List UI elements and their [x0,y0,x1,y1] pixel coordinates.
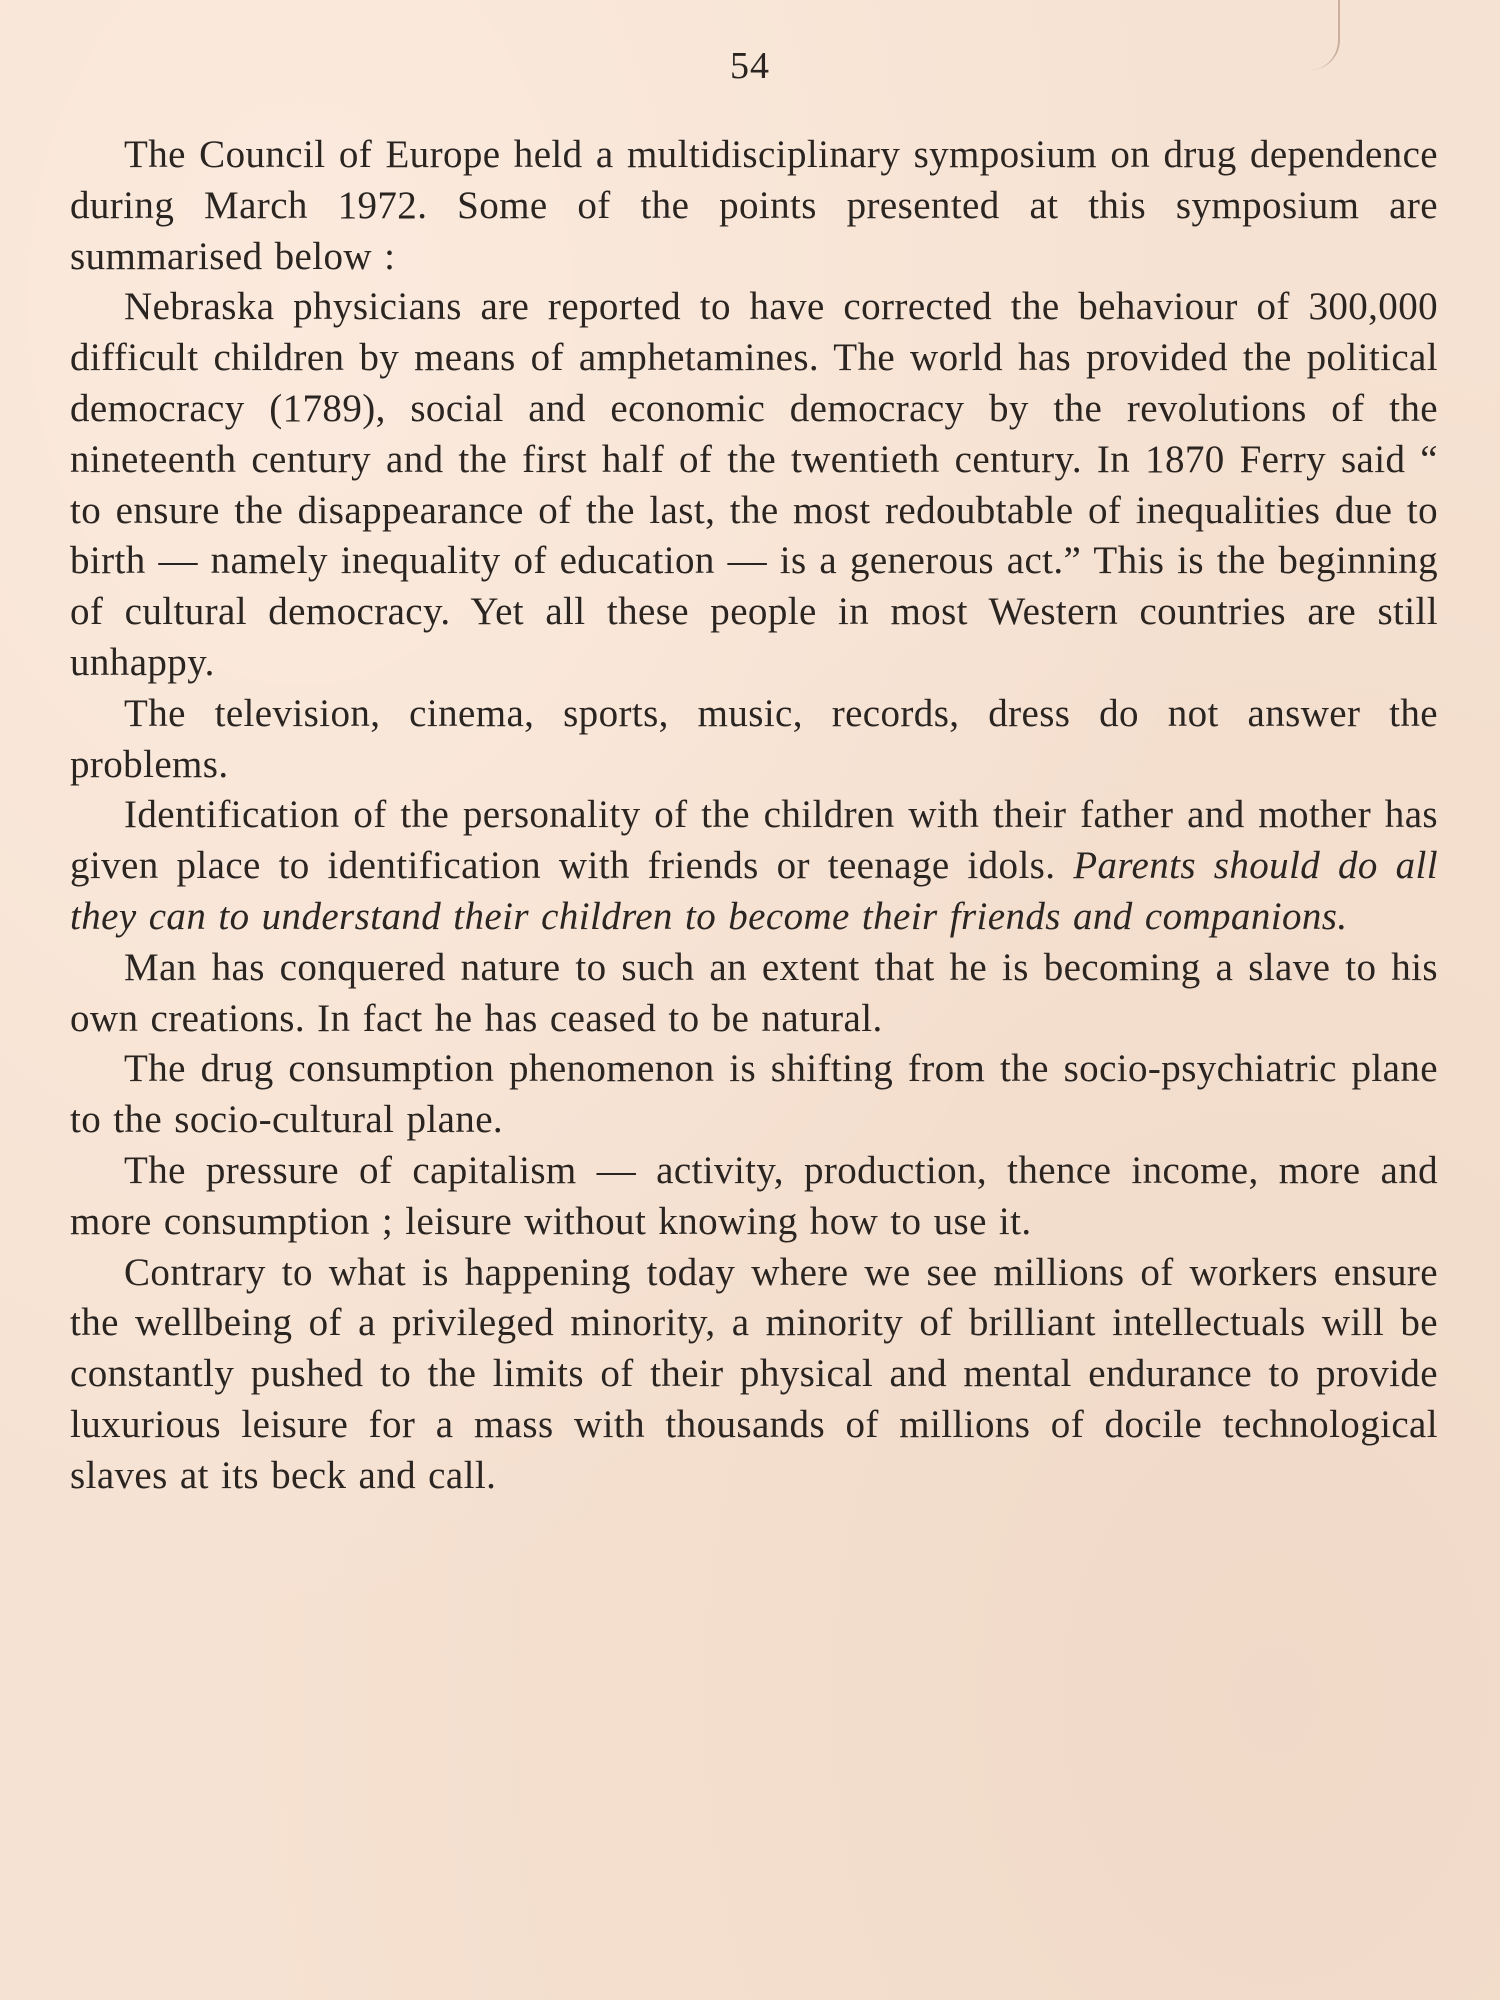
parents-advice-italic: Parents should do all they can to understand their children to become their friends and companions. [70,844,1438,938]
paragraph-television: The television, cinema, sports, music, records, dress do not answer the problems. [70,691,1438,786]
identification-text: Identification of the personality of the children with their father and mother has given place to identification with friends or teenage idols. [70,793,1438,888]
body-text [70,130,1438,1502]
paragraph-contrary: Contrary to what is happening today where we see millions of workers ensure the wellbeing of a privileged minority, a minority of brilliant intellectuals will be constantly pushed to the limits of their physical and mental endurance to provide luxurious leisure for a mass with thousands of millions of docile technological slaves at its beck and call. [70,1250,1438,1497]
paragraph-identification [70,790,1438,942]
paragraph-capitalism: The pressure of capitalism — activity, production, thence income, more and more consumption ; leisure without knowing how to use it. [70,1148,1438,1243]
paragraph-drug-phenomenon: The drug consumption phenomenon is shifting from the socio-psychiatric plane to the socio-cultural plane. [70,1047,1438,1142]
paragraph-man-nature: Man has conquered nature to such an extent that he is becoming a slave to his own creations. In fact he has ceased to be natural. [70,945,1438,1040]
paragraph-symposium-intro: The Council of Europe held a multidisciplinary symposium on drug dependence during March 1972. Some of the points presented at this symposium are summarised below : [70,133,1438,278]
page-number: 54 [730,45,770,87]
paragraph-nebraska-democracy: Nebraska physicians are reported to have corrected the behaviour of 300,000 difficult children by means of amphetamines. The world has provided the political democracy (1789), social and economic democracy by the revolutions of the nineteenth century and the first half of the twentieth century. In 1870 Ferry said “ to ensure the disappearance of the last, the most redoubtable of inequalities due to birth — namely inequality of education — is a generous act.” This is the beginning of cultural democracy. Yet all these people in most Western countries are still unhappy. [70,285,1438,684]
